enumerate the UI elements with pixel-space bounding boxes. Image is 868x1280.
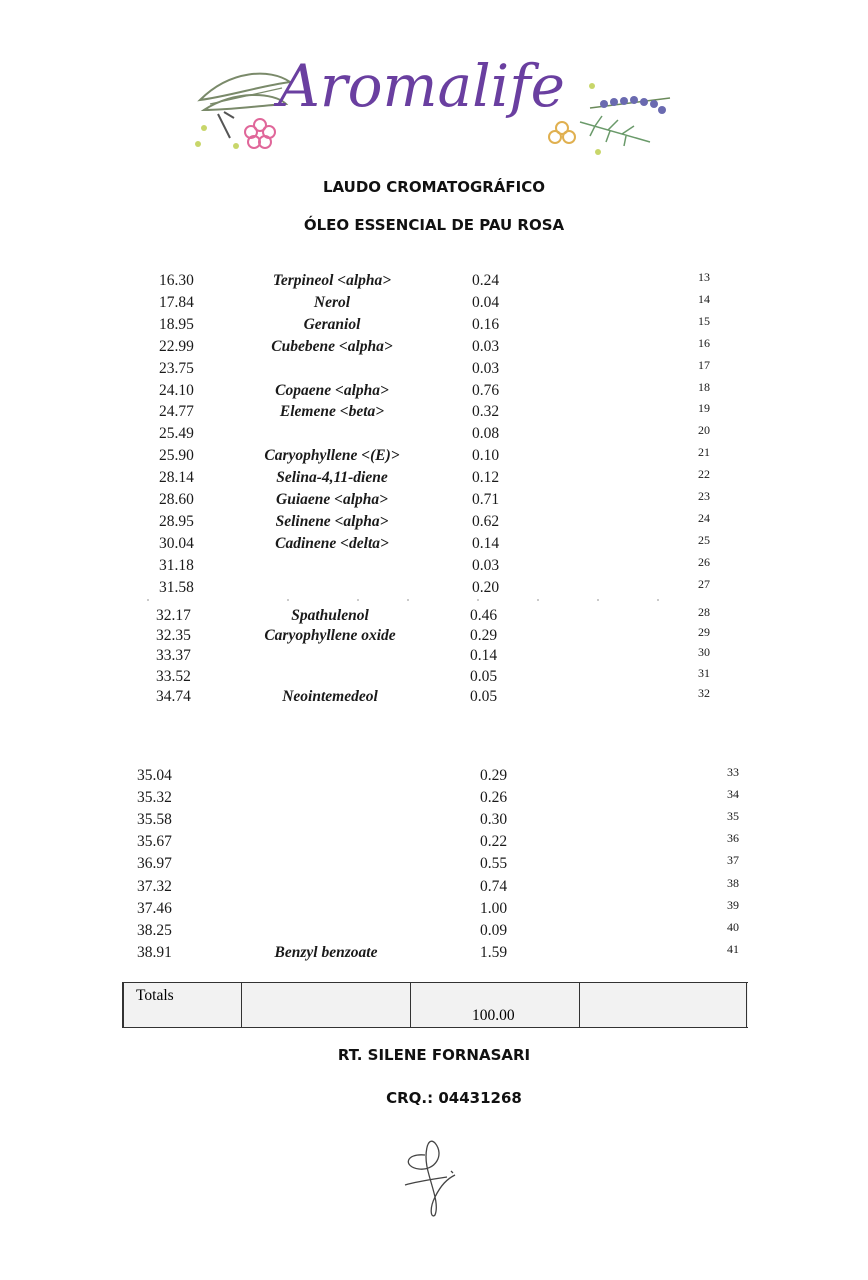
compound-name: Benzyl benzoate xyxy=(274,943,378,961)
yellow-flower-icon xyxy=(549,122,575,143)
retention-time: 16.30 xyxy=(159,272,194,289)
retention-time: 36.97 xyxy=(137,855,172,873)
peak-index: 32 xyxy=(698,685,710,700)
retention-time: 32.35 xyxy=(156,627,191,645)
compound-name: Caryophyllene <(E)> xyxy=(264,447,400,465)
percentage: 0.05 xyxy=(470,667,498,685)
compound-name: Geraniol xyxy=(303,315,361,333)
percentage: 0.03 xyxy=(472,359,500,377)
table-row xyxy=(0,447,868,469)
retention-time: 22.99 xyxy=(159,337,194,355)
table-row xyxy=(0,685,868,710)
peak-index: 40 xyxy=(727,919,739,934)
table-row xyxy=(0,875,868,900)
retention-time: 30.04 xyxy=(159,534,194,552)
compound-name: Copaene <alpha> xyxy=(275,381,389,399)
retention-time: 37.46 xyxy=(137,899,172,917)
compound-name: Elemene <beta> xyxy=(279,403,385,421)
percentage: 0.03 xyxy=(472,337,500,355)
percentage: 0.03 xyxy=(472,556,500,574)
retention-time: 24.10 xyxy=(159,381,194,399)
table-row xyxy=(0,919,868,944)
compound-name: Cadinene <delta> xyxy=(275,534,389,552)
peak-index: 38 xyxy=(727,875,739,890)
compound-name: Selinene <alpha> xyxy=(275,512,389,530)
table-row xyxy=(0,379,868,404)
aromalife-logo xyxy=(190,48,680,160)
peak-index: 27 xyxy=(698,576,710,591)
peak-index: 26 xyxy=(698,554,710,569)
peak-index: 18 xyxy=(698,379,710,394)
retention-time: 25.49 xyxy=(159,425,194,443)
percentage: 0.76 xyxy=(472,381,500,399)
retention-time: 28.14 xyxy=(159,469,194,487)
peak-index: 37 xyxy=(727,853,739,868)
peak-index: 28 xyxy=(698,605,710,619)
percentage: 1.00 xyxy=(480,899,508,917)
percentage: 0.30 xyxy=(480,811,508,829)
retention-time: 25.90 xyxy=(159,447,194,465)
percentage: 0.71 xyxy=(472,491,500,508)
retention-time: 35.58 xyxy=(137,811,172,829)
totals-label: Totals xyxy=(136,987,174,1004)
percentage: 0.32 xyxy=(472,403,500,421)
peak-index: 35 xyxy=(727,809,739,824)
percentage: 0.04 xyxy=(472,293,500,311)
compound-name: Terpineol <alpha> xyxy=(272,272,392,289)
peak-index: 20 xyxy=(698,423,710,438)
percentage: 0.74 xyxy=(480,877,508,895)
retention-time: 23.75 xyxy=(159,359,194,377)
table-row xyxy=(0,403,868,425)
peak-index: 17 xyxy=(698,357,710,372)
peak-index: 24 xyxy=(698,510,710,525)
compound-name: Selina-4,11-diene xyxy=(276,469,388,487)
table-row xyxy=(0,335,868,360)
table-row xyxy=(0,291,868,316)
signatory-registration: CRQ.: 04431268 xyxy=(386,1089,522,1107)
table-row xyxy=(0,811,868,833)
peak-index: 16 xyxy=(698,335,710,350)
percentage: 0.10 xyxy=(472,447,500,465)
retention-time: 33.37 xyxy=(156,647,191,665)
percentage: 0.12 xyxy=(472,469,500,487)
retention-time: 35.67 xyxy=(137,833,172,851)
peak-index: 15 xyxy=(698,313,710,328)
peak-index: 14 xyxy=(698,291,710,306)
table-row xyxy=(0,607,868,629)
compound-name: Caryophyllene oxide xyxy=(264,627,396,645)
percentage: 0.55 xyxy=(480,855,508,873)
percentage: 0.14 xyxy=(472,534,500,552)
sprig-icon xyxy=(580,116,650,146)
retention-time: 28.95 xyxy=(159,512,194,530)
totals-row xyxy=(122,982,748,1028)
peak-index: 19 xyxy=(698,401,710,416)
compound-name: Neointemedeol xyxy=(282,687,378,705)
logo-text: Aromalife xyxy=(278,52,565,120)
percentage: 0.08 xyxy=(472,425,500,443)
totals-value: 100.00 xyxy=(472,1007,515,1024)
table-row xyxy=(0,425,868,447)
totals-cell xyxy=(579,983,747,1027)
percentage: 0.20 xyxy=(472,578,500,596)
retention-time: 31.58 xyxy=(159,578,194,596)
percentage: 0.26 xyxy=(480,789,508,807)
signatory-name: RT. SILENE FORNASARI xyxy=(337,1046,531,1064)
peak-index: 34 xyxy=(727,787,739,802)
retention-time: 37.32 xyxy=(137,877,172,895)
signature xyxy=(395,1135,475,1220)
table-row xyxy=(0,789,868,811)
totals-cell xyxy=(241,983,411,1027)
percentage: 0.05 xyxy=(470,687,498,705)
divider-dots xyxy=(128,598,728,602)
peak-index: 22 xyxy=(698,467,710,482)
table-row xyxy=(0,272,868,294)
peak-index: 33 xyxy=(727,765,739,779)
clove-icon xyxy=(218,112,234,138)
table-row xyxy=(0,833,868,855)
table-row xyxy=(0,554,868,579)
table-row xyxy=(0,665,868,690)
peak-index: 21 xyxy=(698,445,710,460)
percentage: 0.16 xyxy=(472,315,500,333)
peak-index: 31 xyxy=(698,665,710,680)
table-row xyxy=(0,897,868,922)
table-row xyxy=(0,532,868,557)
compound-name: Guiaene <alpha> xyxy=(276,491,388,508)
table-row xyxy=(0,627,868,649)
percentage: 0.24 xyxy=(472,272,500,289)
retention-time: 32.17 xyxy=(156,607,191,624)
table-row xyxy=(0,941,868,966)
percentage: 0.22 xyxy=(480,833,508,851)
report-subtitle: ÓLEO ESSENCIAL DE PAU ROSA xyxy=(303,216,565,234)
table-row xyxy=(0,469,868,491)
retention-time: 18.95 xyxy=(159,315,194,333)
retention-time: 33.52 xyxy=(156,667,191,685)
percentage: 0.62 xyxy=(472,512,500,530)
peak-index: 41 xyxy=(727,941,739,956)
peak-index: 29 xyxy=(698,625,710,640)
percentage: 0.14 xyxy=(470,647,498,665)
compound-name: Cubebene <alpha> xyxy=(271,337,393,355)
compound-name: Spathulenol xyxy=(291,607,369,624)
table-row xyxy=(0,510,868,535)
table-row xyxy=(0,357,868,382)
table-row xyxy=(0,855,868,877)
retention-time: 31.18 xyxy=(159,556,194,574)
table-row xyxy=(0,767,868,789)
peak-index: 23 xyxy=(698,489,710,503)
percentage: 0.09 xyxy=(480,921,508,939)
retention-time: 24.77 xyxy=(159,403,194,421)
retention-time: 35.32 xyxy=(137,789,172,807)
percentage: 0.29 xyxy=(480,767,508,784)
compound-name: Nerol xyxy=(313,293,351,311)
percentage: 0.29 xyxy=(470,627,498,645)
peak-index: 25 xyxy=(698,532,710,547)
retention-time: 34.74 xyxy=(156,687,191,705)
report-title: LAUDO CROMATOGRÁFICO xyxy=(322,178,546,196)
flower-icon xyxy=(245,119,275,148)
peak-index: 30 xyxy=(698,645,710,660)
retention-time: 35.04 xyxy=(137,767,172,784)
retention-time: 17.84 xyxy=(159,293,194,311)
retention-time: 38.91 xyxy=(137,943,172,961)
peak-index: 13 xyxy=(698,270,710,284)
lavender-icon xyxy=(590,96,670,114)
percentage: 1.59 xyxy=(480,943,508,961)
table-row xyxy=(0,647,868,669)
peak-index: 39 xyxy=(727,897,739,912)
table-row xyxy=(0,491,868,513)
peak-index: 36 xyxy=(727,831,739,846)
retention-time: 38.25 xyxy=(137,921,172,939)
retention-time: 28.60 xyxy=(159,491,194,508)
table-row xyxy=(0,313,868,338)
percentage: 0.46 xyxy=(470,607,498,624)
